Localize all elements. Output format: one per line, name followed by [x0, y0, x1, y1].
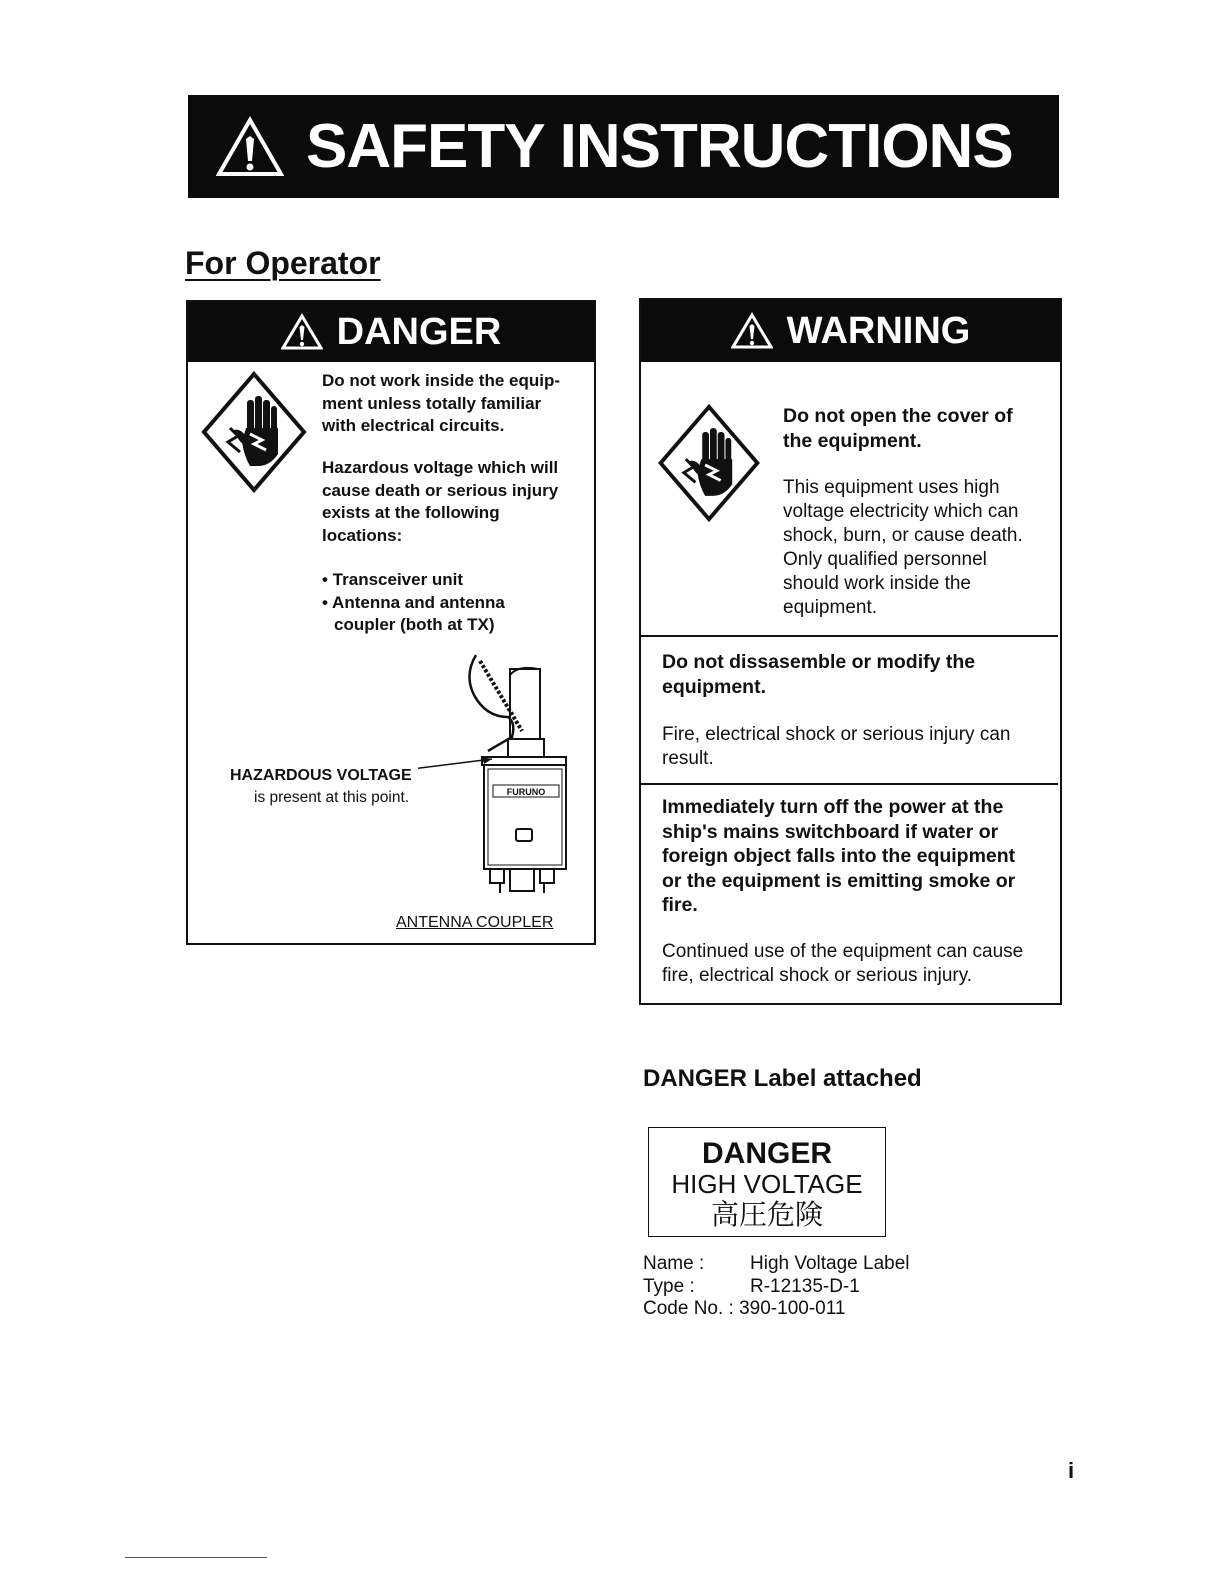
warning-triangle-icon: [731, 312, 773, 350]
info-row: Name : High Voltage Label: [643, 1253, 910, 1274]
danger-header: [188, 302, 594, 362]
label-info: [643, 1253, 910, 1321]
hazard-note: is present at this point.: [254, 789, 410, 806]
section-title: For Operator: [185, 245, 381, 281]
danger-heading: DANGER: [336, 310, 502, 353]
electric-shock-hand-icon: [200, 370, 308, 494]
list-item: coupler (both at TX): [334, 615, 495, 634]
warning-s1-text: This equipment uses high voltage electricity which can shock, burn, or cause death. Only qualified personnel should work inside the equipment.: [783, 477, 1023, 618]
coupler-brand: FURUNO: [506, 787, 546, 797]
hazard-label: HAZARDOUS VOLTAGE: [230, 767, 412, 784]
warning-header: [641, 300, 1060, 362]
label-line-japanese: 高圧危険: [710, 1198, 823, 1231]
page-title: SAFETY INSTRUCTIONS: [306, 112, 1013, 181]
warning-heading: WARNING: [786, 309, 971, 352]
label-line-danger: DANGER: [701, 1137, 832, 1170]
warning-s2-text: Fire, electrical shock or serious injury can result.: [662, 724, 1011, 769]
title-banner: [188, 95, 1059, 198]
danger-box: [186, 300, 596, 945]
antenna-coupler-illustration: [418, 647, 578, 897]
warning-box: [639, 298, 1062, 1005]
warning-s1-bold: Do not open the cover of the equipment.: [783, 405, 1013, 452]
warning-s3-bold: Immediately turn off the power at the ship's mains switchboard if water or foreign object falls into the equipment or the equipment is emitting smoke or fire.: [662, 796, 1016, 916]
info-row: Code No. : 390-100-011: [643, 1298, 846, 1319]
coupler-caption: ANTENNA COUPLER: [396, 914, 554, 931]
label-line-voltage: HIGH VOLTAGE: [671, 1169, 863, 1199]
danger-text-2: Hazardous voltage which will cause death or serious injury exists at the following locations:: [322, 458, 559, 545]
warning-triangle-icon: [216, 116, 284, 178]
list-item: • Transceiver unit: [322, 570, 464, 589]
warning-triangle-icon: [281, 313, 323, 351]
electric-shock-hand-icon: [649, 403, 769, 523]
divider: [641, 783, 1058, 785]
high-voltage-label: [648, 1127, 886, 1237]
page-number: i: [1068, 1458, 1075, 1483]
danger-locations-list: [322, 569, 505, 637]
divider: [641, 635, 1058, 637]
warning-s2-bold: Do not dissasemble or modify the equipment.: [662, 651, 976, 698]
footer-rule: [125, 1557, 267, 1558]
warning-s3-text: Continued use of the equipment can cause fire, electrical shock or serious injury.: [662, 941, 1024, 986]
danger-text-1: Do not work inside the equip- ment unless totally familiar with electrical circuits.: [322, 371, 560, 435]
list-item: • Antenna and antenna: [322, 592, 505, 612]
label-heading: DANGER Label attached: [643, 1065, 922, 1092]
info-row: Type : R-12135-D-1: [643, 1275, 860, 1297]
